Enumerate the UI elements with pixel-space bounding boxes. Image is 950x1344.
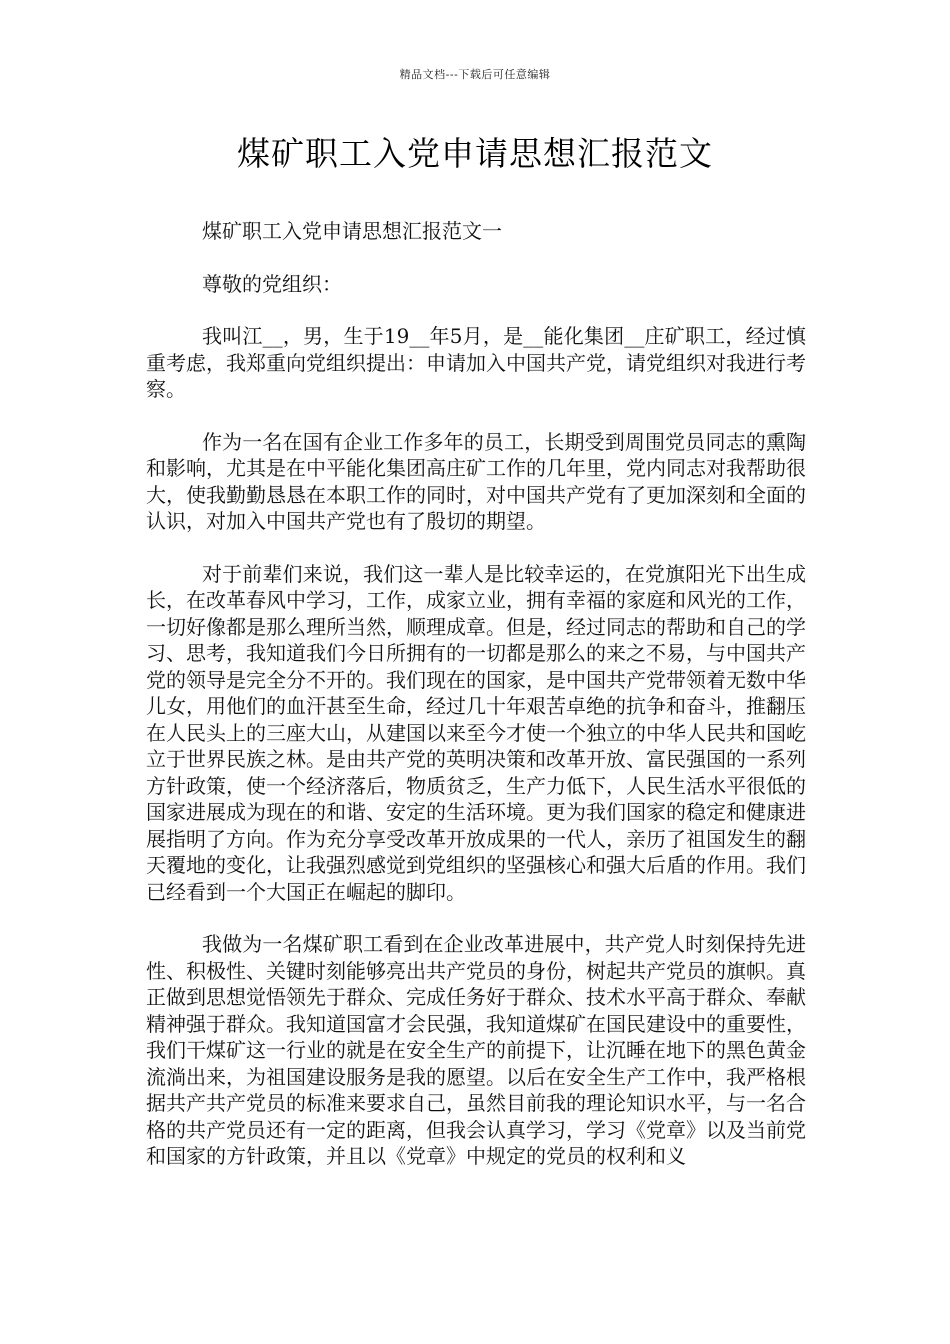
body-paragraph: 我做为一名煤矿职工看到在企业改革进展中，共产党人时刻保持先进性、积极性、关键时刻能够亮出共产党员的身份，树起共产党员的旗帜。真正做到思想觉悟领先于群众、完成任务好于群众、技术水平高于群众、奉献精神强于群众。我知道国富才会民强，我知道煤矿在国民建设中的重要性，我们干煤矿这一行业的就是在安全生产的前提下，让沉睡在地下的黑色黄金流淌出来，为祖国建设服务是我的愿望。以后在安全生产工作中，我严格根据共产共产党员的标准来要求自己，虽然目前我的理论知识水平，与一名合格的共产党员还有一定的距离，但我会认真学习，学习《党章》以及当前党和国家的方针政策，并且以《党章》中规定的党员的权利和义 bbox=[146, 932, 806, 1168]
section-heading: 煤矿职工入党申请思想汇报范文一 bbox=[202, 219, 502, 243]
document-body bbox=[146, 218, 806, 1170]
body-paragraph: 对于前辈们来说，我们这一辈人是比较幸运的，在党旗阳光下出生成长，在改革春风中学习，工作，成家立业，拥有幸福的家庭和风光的工作，一切好像都是那么理所当然，顺理成章。但是，经过同志的帮助和自己的学习、思考，我知道我们今日所拥有的一切都是那么的来之不易，与中国共产党的领导是完全分不开的。我们现在的国家，是中国共产党带领着无数中华儿女，用他们的血汗甚至生命，经过几十年艰苦卓绝的抗争和奋斗，推翻压在人民头上的三座大山，从建国以来至今才使一个独立的中华人民共和国屹立于世界民族之林。是由共产党的英明决策和改革开放、富民强国的一系列方针政策，使一个经济落后，物质贫乏，生产力低下，人民生活水平很低的国家进展成为现在的和谐、安定的生活环境。更为我们国家的稳定和健康进展指明了方向。作为充分享受改革开放成果的一代人，亲历了祖国发生的翻天覆地的变化，让我强烈感觉到党组织的坚强核心和强大后盾的作用。我们已经看到一个大国正在崛起的脚印。 bbox=[146, 561, 806, 904]
document-title: 煤矿职工入党申请思想汇报范文 bbox=[237, 134, 713, 173]
body-paragraph: 我叫江__，男，生于19__年5月，是__能化集团__庄矿职工，经过慎重考虑，我郑重向党组织提出：申请加入中国共产党，请党组织对我进行考察。 bbox=[146, 324, 806, 401]
body-paragraph: 作为一名在国有企业工作多年的员工，长期受到周围党员同志的熏陶和影响，尤其是在中平能化集团高庄矿工作的几年里，党内同志对我帮助很大，使我勤勤恳恳在本职工作的同时，对中国共产党有了更加深刻和全面的认识，对加入中国共产党也有了殷切的期望。 bbox=[146, 429, 806, 533]
header-note: 精品文档---下载后可任意编辑 bbox=[399, 68, 551, 81]
salutation: 尊敬的党组织： bbox=[202, 271, 342, 296]
